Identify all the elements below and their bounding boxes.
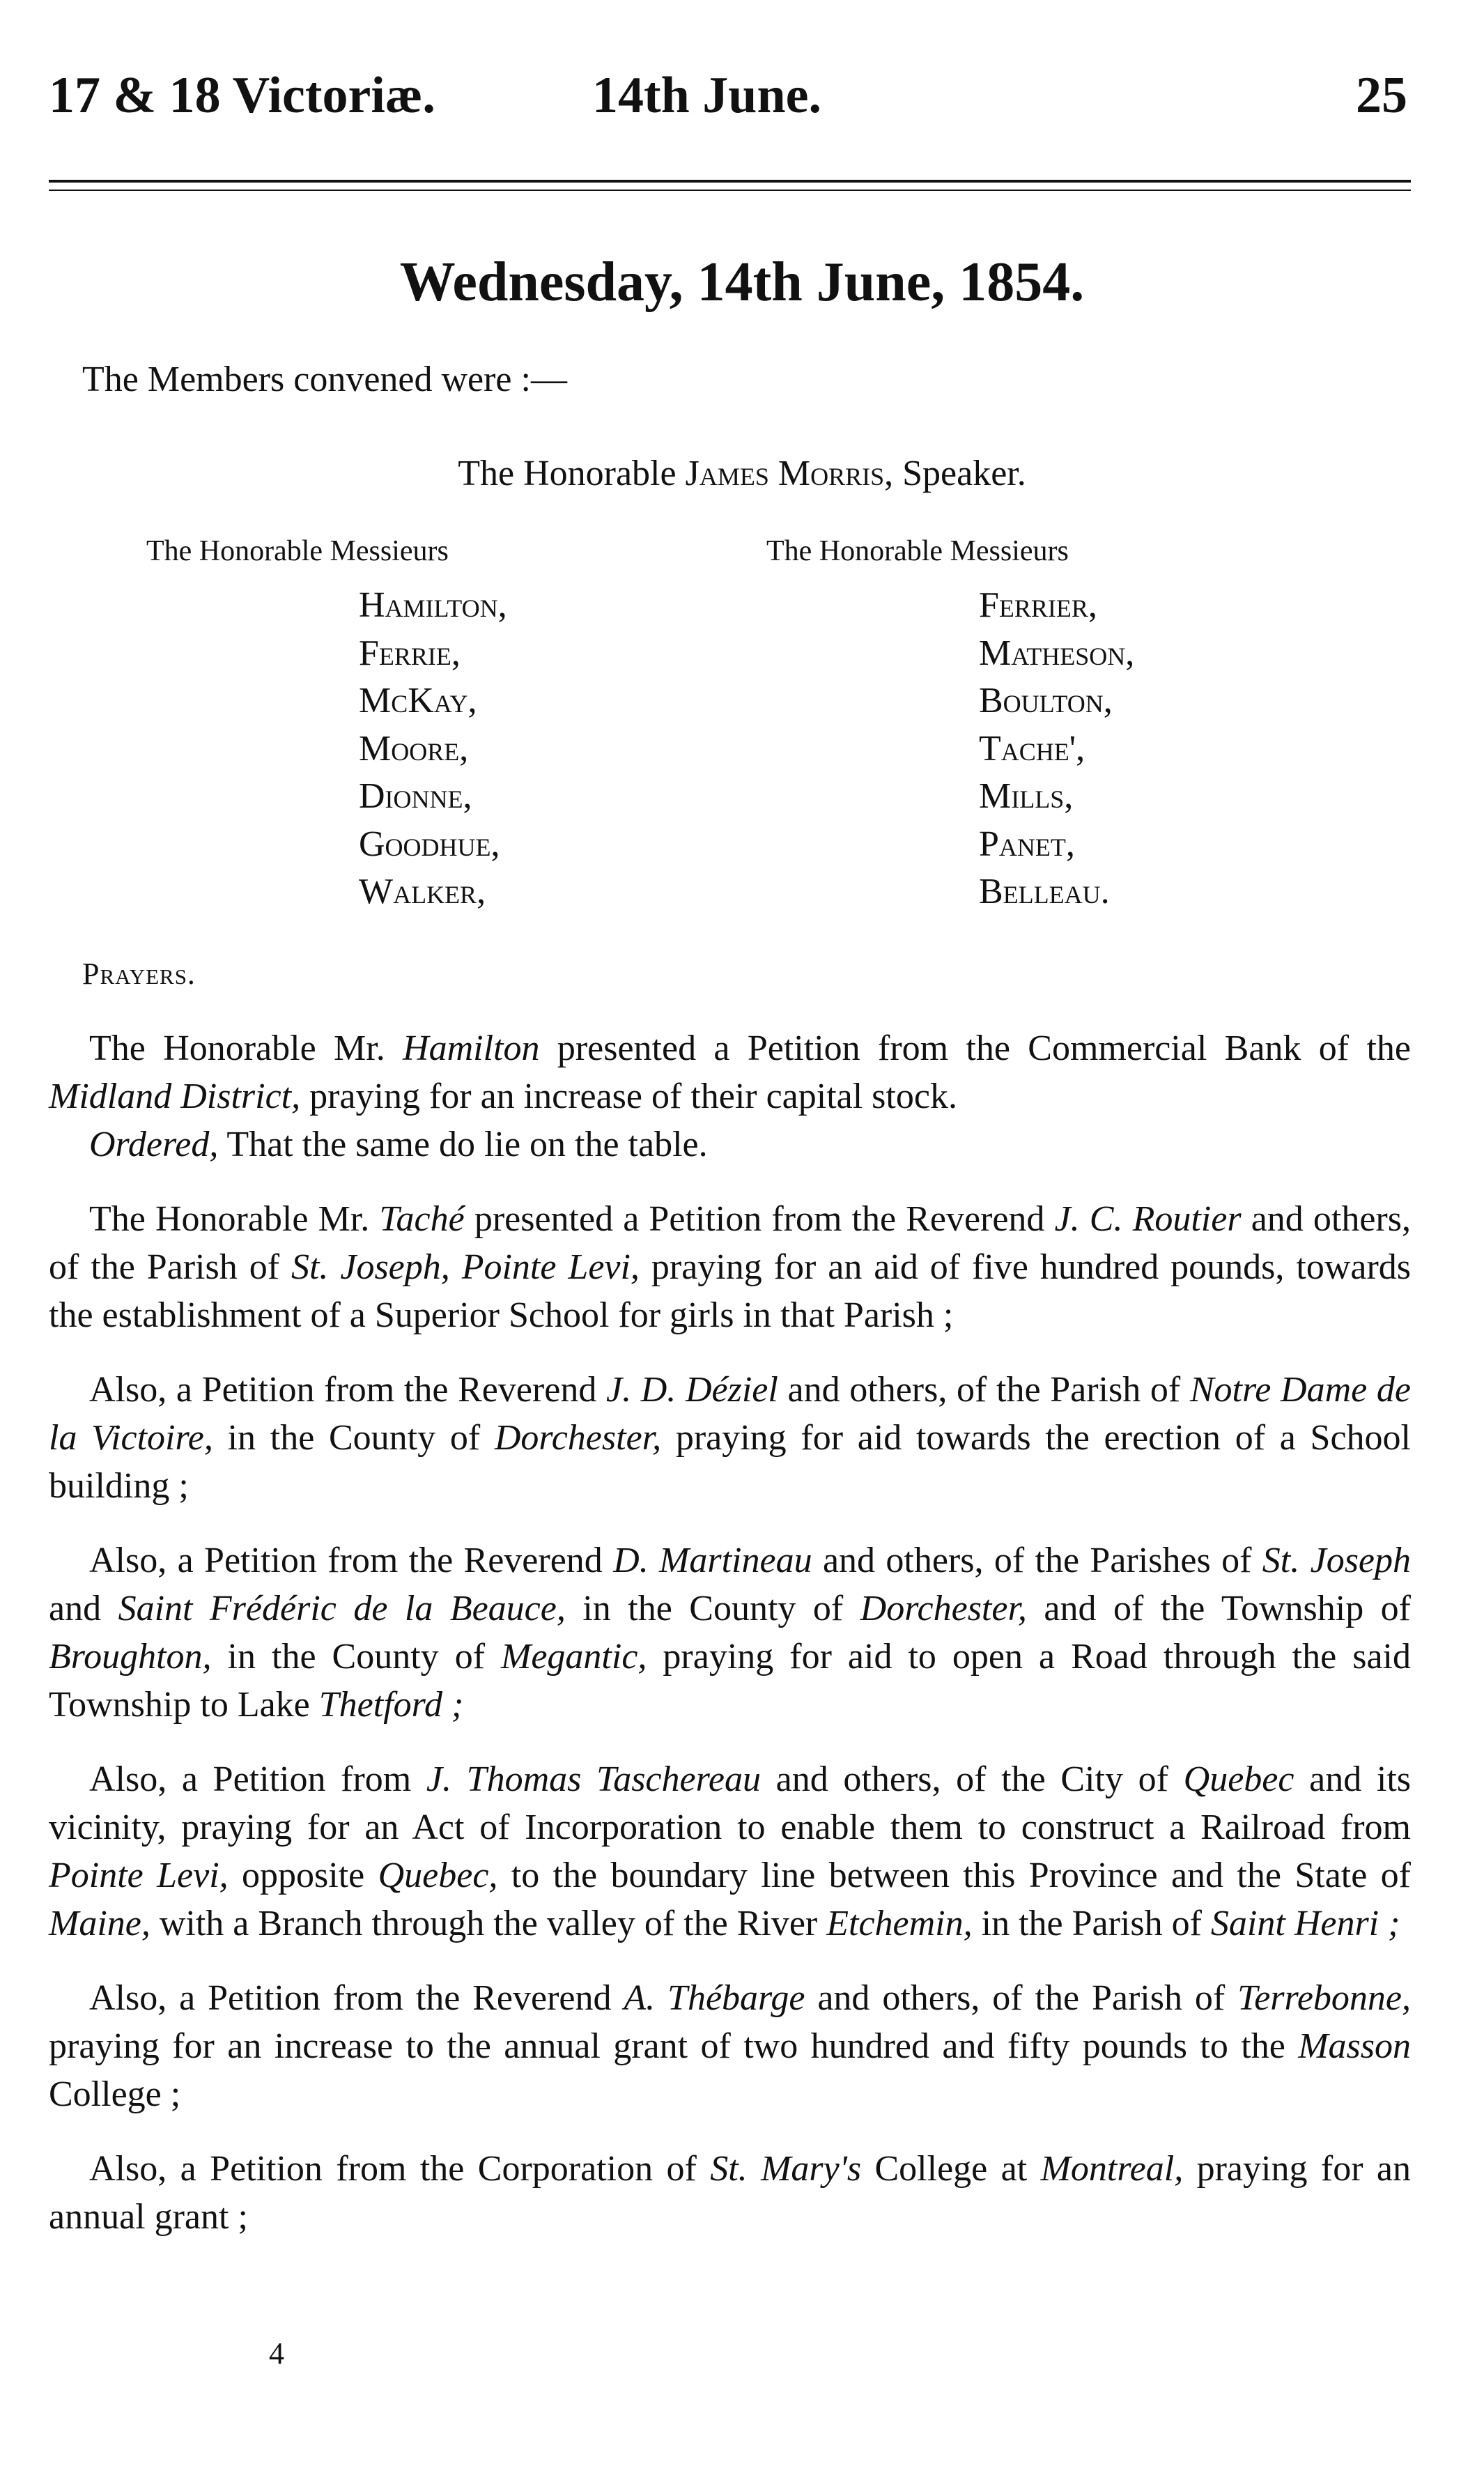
italic-name: Megantic,	[501, 1637, 647, 1677]
text-run: praying for an increase to the annual grant of two hundred and fifty pounds to the	[49, 2026, 1299, 2066]
italic-name: D. Martineau	[613, 1541, 812, 1580]
italic-name: Thetford ;	[318, 1685, 464, 1725]
italic-name: Broughton,	[49, 1637, 212, 1677]
prayers-heading: Prayers.	[82, 957, 196, 991]
text-run: with a Branch through the valley of the River	[150, 1904, 827, 1943]
member-name: Ferrier,	[979, 585, 1097, 625]
proceedings-body	[49, 1024, 1411, 2241]
italic-name: Saint Frédéric de la Beauce,	[118, 1589, 566, 1628]
member-name: Belleau.	[979, 872, 1110, 911]
paragraph-st-marys-petition	[49, 2145, 1411, 2241]
text-run: Also, a Petition from the Reverend	[89, 1541, 614, 1580]
paragraph-martineau-petition	[49, 1536, 1411, 1729]
member-name: Mills,	[979, 776, 1074, 816]
paragraph-taschereau-petition	[49, 1755, 1411, 1948]
member-name: Matheson,	[979, 633, 1135, 673]
header-rule-thin	[49, 190, 1411, 191]
text-run: and	[49, 1589, 118, 1628]
text-run: opposite	[228, 1856, 378, 1895]
text-run: and others, of the Parishes of	[812, 1541, 1262, 1580]
italic-name: St. Joseph	[1262, 1541, 1412, 1580]
paragraph-thebarge-petition	[49, 1974, 1411, 2118]
italic-name: Saint Henri ;	[1210, 1904, 1400, 1943]
text-run: Also, a Petition from	[89, 1759, 426, 1799]
members-list-left	[359, 582, 507, 916]
italic-name: Maine,	[49, 1904, 150, 1943]
speaker-suffix: , Speaker.	[884, 454, 1026, 493]
paragraph-tache-petition	[49, 1195, 1411, 1339]
italic-name: Midland District,	[49, 1077, 301, 1116]
members-heading-right: The Honorable Messieurs	[766, 535, 1069, 567]
member-name: Boulton,	[979, 681, 1113, 720]
member-name: Moore,	[359, 728, 469, 769]
italic-name: J. Thomas Taschereau	[426, 1759, 761, 1799]
text-run: in the County of	[565, 1589, 860, 1628]
members-heading-left: The Honorable Messieurs	[146, 535, 449, 567]
member-name: Goodhue,	[359, 824, 500, 864]
italic-name: Quebec,	[378, 1856, 498, 1895]
member-name: Tache',	[979, 728, 1085, 769]
header-rule-thick	[49, 180, 1411, 183]
text-run: praying for an aid of five hundred pounds, towards the establishment of a Superior School for girls in that Parish ;	[49, 1247, 1411, 1335]
paragraph-hamilton-petition	[49, 1024, 1411, 1120]
text-run: praying for aid towards the erection of a School building ;	[49, 1418, 1411, 1506]
speaker-prefix: The Honorable	[458, 454, 686, 493]
header-date: 14th June.	[592, 67, 821, 124]
italic-name: Dorchester,	[860, 1589, 1027, 1628]
text-run: in the Parish of	[972, 1904, 1211, 1943]
text-run: The Honorable Mr.	[89, 1028, 403, 1068]
text-run: in the County of	[212, 1418, 495, 1458]
text-run: praying for an increase of their capital stock.	[300, 1077, 957, 1116]
text-run: and its vicinity, praying for an Act of Incorporation to enable them to construct a Railroad from	[49, 1759, 1412, 1847]
header-regnal-year: 17 & 18 Victoriæ.	[49, 67, 435, 124]
italic-name: Masson	[1298, 2026, 1411, 2066]
text-run: praying for aid to open a Road through the said Township to Lake	[49, 1637, 1411, 1725]
italic-name: A. Thébarge	[624, 1978, 805, 2018]
italic-name: Etchemin,	[826, 1904, 973, 1943]
member-name: McKay,	[359, 681, 477, 720]
text-run: and others, of the Parish of	[805, 1978, 1238, 2018]
italic-name: J. D. Déziel	[606, 1370, 778, 1410]
members-list-right	[979, 582, 1134, 916]
speaker-name: James Morris	[685, 454, 885, 493]
text-run: That the same do lie on the table.	[218, 1125, 708, 1164]
text-run: Also, a Petition from the Reverend	[89, 1370, 606, 1410]
member-name: Walker,	[359, 872, 486, 911]
italic-name: Ordered,	[89, 1125, 219, 1164]
running-header	[49, 66, 1407, 143]
text-run: Also, a Petition from the Reverend	[89, 1978, 624, 2018]
italic-name: Hamilton	[403, 1028, 540, 1068]
italic-name: Quebec	[1183, 1759, 1294, 1799]
signature-mark: 4	[269, 2336, 284, 2371]
text-run: to the boundary line between this Province and the State of	[497, 1856, 1411, 1895]
italic-name: Dorchester,	[494, 1418, 662, 1458]
text-run: praying for an annual grant ;	[49, 2149, 1412, 2237]
italic-name: Pointe Levi,	[49, 1856, 229, 1895]
italic-name: St. Joseph, Pointe Levi,	[291, 1247, 640, 1287]
text-run: in the County of	[211, 1637, 502, 1677]
convened-line: The Members convened were :—	[82, 360, 567, 399]
page-number: 25	[1356, 67, 1407, 124]
paragraph-deziel-petition	[49, 1366, 1411, 1510]
text-run: and others, of the Parish of	[49, 1199, 1411, 1287]
speaker-line	[0, 453, 1484, 494]
member-name: Dionne,	[359, 776, 472, 816]
text-run: presented a Petition from the Commercial Bank of the	[539, 1028, 1411, 1068]
text-run: presented a Petition from the Reverend	[464, 1199, 1055, 1239]
member-name: Panet,	[979, 824, 1075, 864]
italic-name: Terrebonne,	[1237, 1978, 1412, 2018]
italic-name: Montreal,	[1040, 2149, 1184, 2189]
italic-name: Notre Dame de la Victoire,	[49, 1370, 1411, 1458]
text-run: College ;	[49, 2074, 181, 2114]
italic-name: St. Mary's	[710, 2149, 862, 2189]
member-name: Ferrie,	[359, 633, 461, 673]
italic-name: Taché	[379, 1199, 465, 1239]
text-run: The Honorable Mr.	[89, 1199, 380, 1239]
member-name: Hamilton,	[359, 585, 507, 625]
text-run: and of the Township of	[1026, 1589, 1412, 1628]
text-run: and others, of the Parish of	[778, 1370, 1190, 1410]
text-run: Also, a Petition from the Corporation of	[89, 2149, 711, 2189]
text-run: and others, of the City of	[760, 1759, 1184, 1799]
paragraph-ordered	[49, 1120, 1411, 1169]
italic-name: J. C. Routier	[1054, 1199, 1242, 1239]
text-run: College at	[861, 2149, 1041, 2189]
page-title: Wednesday, 14th June, 1854.	[399, 252, 1085, 313]
